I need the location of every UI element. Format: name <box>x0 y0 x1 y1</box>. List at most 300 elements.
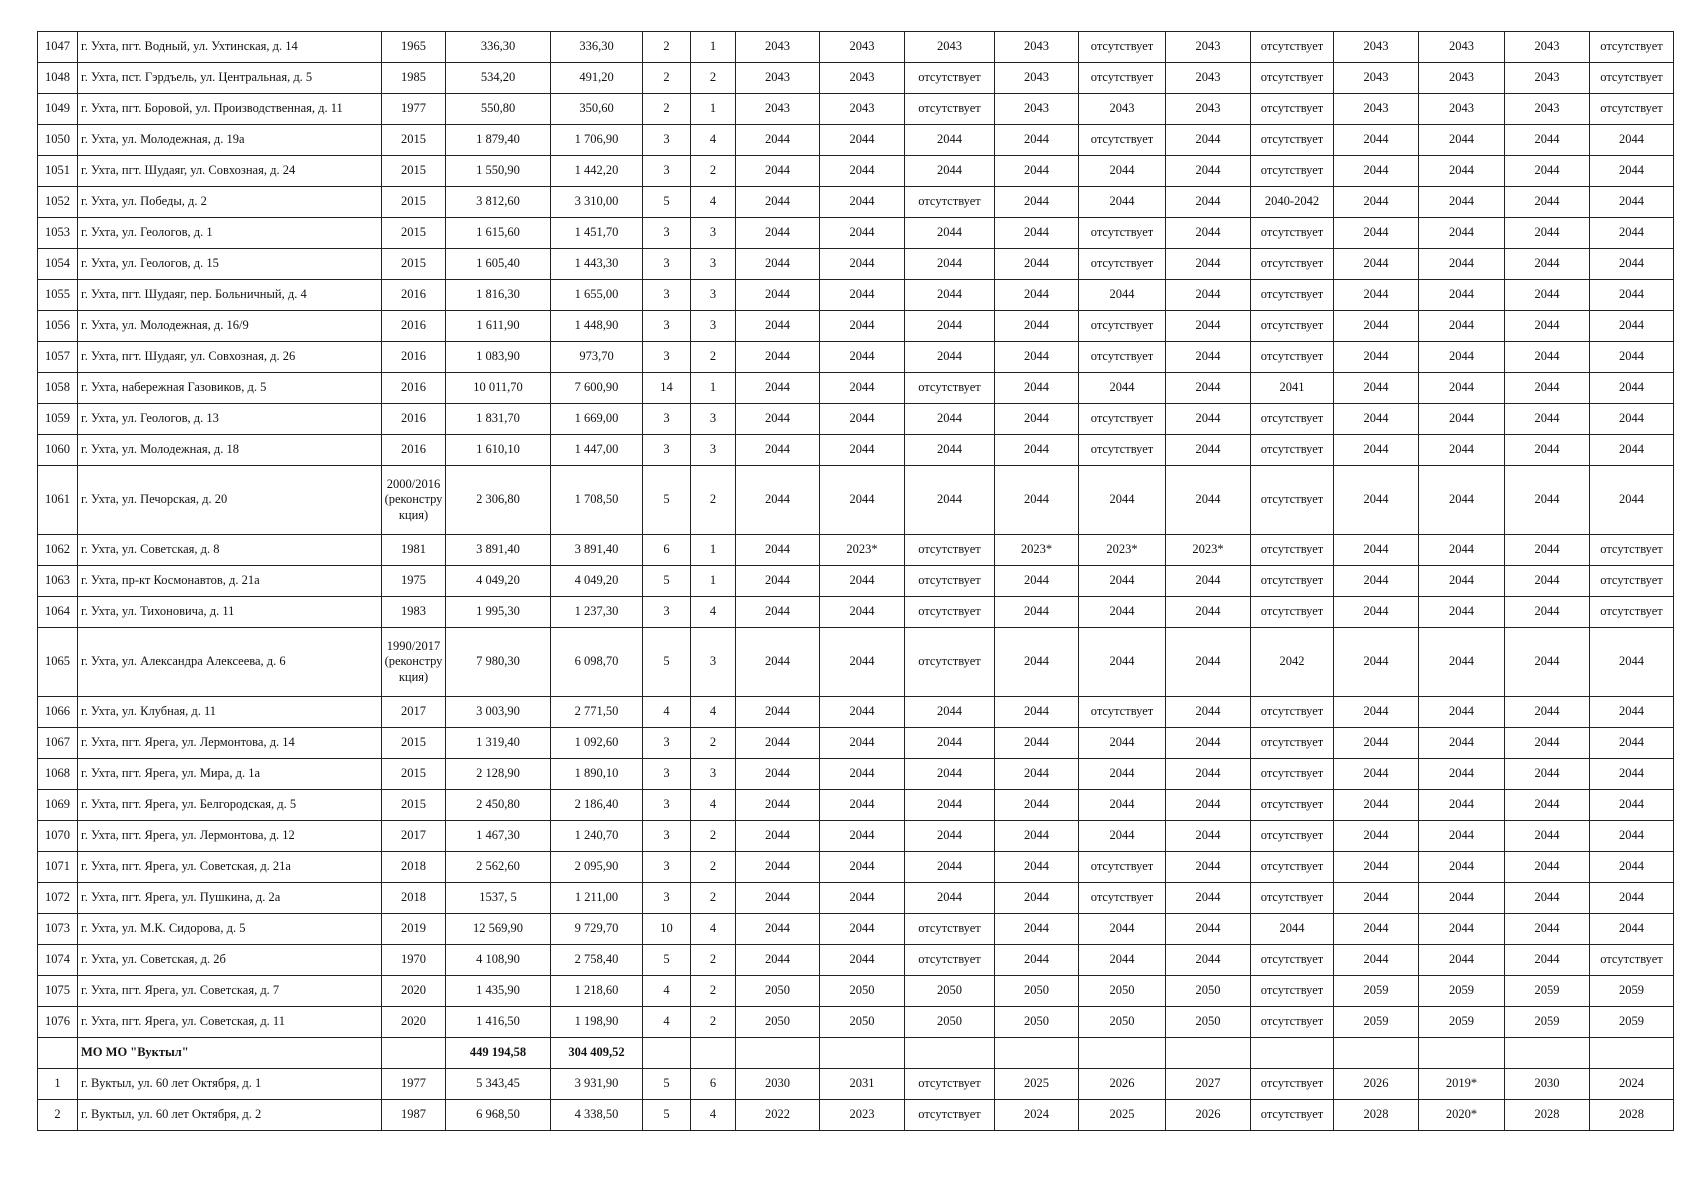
cell-total-area: 1 319,40 <box>446 728 551 759</box>
cell-address: г. Ухта, ул. М.К. Сидорова, д. 5 <box>78 914 382 945</box>
cell-period-5: 2044 <box>1079 597 1166 628</box>
cell-address: г. Ухта, пгт. Шудаяг, ул. Совхозная, д. 26 <box>78 342 382 373</box>
cell-period-9: 2044 <box>1419 535 1505 566</box>
cell-address: г. Ухта, ул. Печорская, д. 20 <box>78 466 382 535</box>
cell-period-11: 2044 <box>1590 249 1674 280</box>
cell-row-number: 1065 <box>38 628 78 697</box>
cell-total-area: 534,20 <box>446 63 551 94</box>
cell-period-1: 2050 <box>736 976 820 1007</box>
cell-period-8: 2044 <box>1334 852 1419 883</box>
cell-period-9: 2044 <box>1419 218 1505 249</box>
cell-living-area: 6 098,70 <box>551 628 643 697</box>
cell-row-number: 1058 <box>38 373 78 404</box>
cell-total-area: 550,80 <box>446 94 551 125</box>
cell-period-3: 2044 <box>905 342 995 373</box>
cell-period-2: 2044 <box>820 852 905 883</box>
cell-period-5: отсутствует <box>1079 218 1166 249</box>
cell-build-year: 1977 <box>382 94 446 125</box>
cell-period-4: 2044 <box>995 945 1079 976</box>
cell-period-11: 2044 <box>1590 280 1674 311</box>
cell-address: г. Ухта, ул. Клубная, д. 11 <box>78 697 382 728</box>
cell-period-9: 2044 <box>1419 728 1505 759</box>
cell-total-area: 2 306,80 <box>446 466 551 535</box>
cell-period-7: отсутствует <box>1251 249 1334 280</box>
cell-floors: 3 <box>643 218 691 249</box>
cell-period-6: 2027 <box>1166 1069 1251 1100</box>
cell-period-2 <box>820 1038 905 1069</box>
cell-period-3: 2044 <box>905 728 995 759</box>
cell-period-5: 2044 <box>1079 945 1166 976</box>
cell-period-11: 2044 <box>1590 342 1674 373</box>
cell-period-9 <box>1419 1038 1505 1069</box>
cell-period-7: отсутствует <box>1251 435 1334 466</box>
cell-period-6: 2043 <box>1166 94 1251 125</box>
cell-period-4: 2044 <box>995 883 1079 914</box>
cell-period-8: 2044 <box>1334 535 1419 566</box>
cell-period-9: 2044 <box>1419 759 1505 790</box>
cell-living-area: 1 092,60 <box>551 728 643 759</box>
cell-period-5 <box>1079 1038 1166 1069</box>
cell-entrances: 3 <box>691 404 736 435</box>
cell-address: МО МО "Вуктыл" <box>78 1038 382 1069</box>
cell-period-9: 2044 <box>1419 187 1505 218</box>
cell-period-9: 2044 <box>1419 945 1505 976</box>
cell-period-8: 2043 <box>1334 32 1419 63</box>
cell-period-9: 2019* <box>1419 1069 1505 1100</box>
cell-period-7: отсутствует <box>1251 883 1334 914</box>
cell-period-8: 2044 <box>1334 373 1419 404</box>
cell-period-5: 2044 <box>1079 759 1166 790</box>
cell-build-year: 2018 <box>382 852 446 883</box>
cell-period-4: 2043 <box>995 32 1079 63</box>
cell-period-9: 2044 <box>1419 821 1505 852</box>
cell-period-3: 2044 <box>905 697 995 728</box>
cell-living-area: 304 409,52 <box>551 1038 643 1069</box>
cell-living-area: 1 451,70 <box>551 218 643 249</box>
cell-period-1: 2044 <box>736 280 820 311</box>
cell-period-9: 2059 <box>1419 976 1505 1007</box>
cell-address: г. Ухта, ул. Советская, д. 8 <box>78 535 382 566</box>
cell-period-10: 2044 <box>1505 404 1590 435</box>
cell-period-9: 2044 <box>1419 466 1505 535</box>
cell-floors: 3 <box>643 156 691 187</box>
cell-period-2: 2043 <box>820 94 905 125</box>
cell-period-6: 2044 <box>1166 628 1251 697</box>
cell-living-area: 4 338,50 <box>551 1100 643 1131</box>
cell-period-9: 2044 <box>1419 597 1505 628</box>
cell-period-2: 2044 <box>820 790 905 821</box>
table-row <box>38 697 1674 728</box>
cell-row-number: 1050 <box>38 125 78 156</box>
table-row <box>38 759 1674 790</box>
cell-address: г. Ухта, пгт. Ярега, ул. Лермонтова, д. 14 <box>78 728 382 759</box>
cell-address: г. Ухта, пгт. Ярега, ул. Пушкина, д. 2а <box>78 883 382 914</box>
cell-period-3: 2044 <box>905 404 995 435</box>
cell-period-2: 2044 <box>820 821 905 852</box>
cell-total-area: 1 615,60 <box>446 218 551 249</box>
cell-entrances: 2 <box>691 728 736 759</box>
cell-row-number: 1067 <box>38 728 78 759</box>
cell-living-area: 2 095,90 <box>551 852 643 883</box>
cell-period-7: отсутствует <box>1251 125 1334 156</box>
cell-living-area: 9 729,70 <box>551 914 643 945</box>
cell-period-6: 2044 <box>1166 187 1251 218</box>
cell-floors: 3 <box>643 821 691 852</box>
cell-living-area: 7 600,90 <box>551 373 643 404</box>
cell-period-6: 2044 <box>1166 342 1251 373</box>
cell-total-area: 1 467,30 <box>446 821 551 852</box>
cell-entrances: 2 <box>691 945 736 976</box>
cell-address: г. Ухта, пст. Гэрдъель, ул. Центральная, д. 5 <box>78 63 382 94</box>
cell-period-2: 2044 <box>820 628 905 697</box>
cell-floors: 5 <box>643 945 691 976</box>
cell-address: г. Ухта, пгт. Шудаяг, пер. Больничный, д. 4 <box>78 280 382 311</box>
cell-period-4: 2043 <box>995 63 1079 94</box>
cell-period-6: 2044 <box>1166 311 1251 342</box>
cell-period-8: 2044 <box>1334 342 1419 373</box>
cell-period-1: 2050 <box>736 1007 820 1038</box>
cell-period-7: отсутствует <box>1251 466 1334 535</box>
cell-entrances: 1 <box>691 373 736 404</box>
table-row <box>38 1069 1674 1100</box>
cell-row-number: 1066 <box>38 697 78 728</box>
cell-build-year: 1987 <box>382 1100 446 1131</box>
cell-living-area: 3 931,90 <box>551 1069 643 1100</box>
cell-period-6: 2044 <box>1166 914 1251 945</box>
cell-row-number: 1060 <box>38 435 78 466</box>
cell-address: г. Ухта, пгт. Ярега, ул. Белгородская, д. 5 <box>78 790 382 821</box>
cell-period-2: 2044 <box>820 945 905 976</box>
cell-total-area: 1 611,90 <box>446 311 551 342</box>
cell-period-9: 2044 <box>1419 790 1505 821</box>
cell-entrances <box>691 1038 736 1069</box>
cell-floors: 14 <box>643 373 691 404</box>
cell-period-8: 2044 <box>1334 628 1419 697</box>
cell-period-5: отсутствует <box>1079 32 1166 63</box>
cell-build-year: 2000/2016 (реконструкция) <box>382 466 446 535</box>
cell-floors: 2 <box>643 63 691 94</box>
cell-build-year: 2018 <box>382 883 446 914</box>
cell-period-2: 2050 <box>820 976 905 1007</box>
group-header-row <box>38 1038 1674 1069</box>
cell-period-10: 2059 <box>1505 1007 1590 1038</box>
cell-period-11: 2044 <box>1590 435 1674 466</box>
cell-period-1: 2044 <box>736 466 820 535</box>
table-row <box>38 32 1674 63</box>
cell-period-3: 2044 <box>905 435 995 466</box>
cell-total-area: 5 343,45 <box>446 1069 551 1100</box>
cell-period-9: 2044 <box>1419 566 1505 597</box>
cell-period-3: 2044 <box>905 883 995 914</box>
cell-entrances: 2 <box>691 821 736 852</box>
cell-build-year: 1981 <box>382 535 446 566</box>
cell-build-year: 2015 <box>382 218 446 249</box>
cell-living-area: 1 669,00 <box>551 404 643 435</box>
cell-living-area: 336,30 <box>551 32 643 63</box>
cell-period-10: 2043 <box>1505 63 1590 94</box>
table-row <box>38 373 1674 404</box>
table-row <box>38 1100 1674 1131</box>
cell-build-year: 1975 <box>382 566 446 597</box>
cell-build-year: 2016 <box>382 404 446 435</box>
table-row <box>38 404 1674 435</box>
cell-total-area: 12 569,90 <box>446 914 551 945</box>
cell-address: г. Ухта, ул. Александра Алексеева, д. 6 <box>78 628 382 697</box>
cell-period-5: 2044 <box>1079 466 1166 535</box>
cell-period-8: 2043 <box>1334 63 1419 94</box>
cell-living-area: 1 443,30 <box>551 249 643 280</box>
cell-period-2: 2044 <box>820 218 905 249</box>
table-row <box>38 728 1674 759</box>
cell-build-year: 2015 <box>382 249 446 280</box>
cell-row-number: 1056 <box>38 311 78 342</box>
cell-total-area: 7 980,30 <box>446 628 551 697</box>
cell-period-2: 2043 <box>820 63 905 94</box>
cell-row-number: 1057 <box>38 342 78 373</box>
cell-row-number: 1063 <box>38 566 78 597</box>
cell-period-6: 2044 <box>1166 883 1251 914</box>
cell-living-area: 4 049,20 <box>551 566 643 597</box>
cell-period-2: 2044 <box>820 373 905 404</box>
cell-period-8: 2044 <box>1334 914 1419 945</box>
cell-period-11: 2044 <box>1590 311 1674 342</box>
cell-period-4: 2044 <box>995 728 1079 759</box>
cell-period-7: отсутствует <box>1251 94 1334 125</box>
cell-period-11: 2024 <box>1590 1069 1674 1100</box>
cell-period-10: 2043 <box>1505 32 1590 63</box>
cell-period-2: 2044 <box>820 597 905 628</box>
cell-period-2: 2044 <box>820 914 905 945</box>
cell-period-3: 2044 <box>905 249 995 280</box>
cell-period-8: 2044 <box>1334 728 1419 759</box>
cell-period-2: 2044 <box>820 249 905 280</box>
cell-period-1: 2044 <box>736 342 820 373</box>
cell-period-1: 2044 <box>736 218 820 249</box>
cell-period-7: отсутствует <box>1251 728 1334 759</box>
cell-entrances: 1 <box>691 535 736 566</box>
cell-period-9: 2044 <box>1419 435 1505 466</box>
cell-entrances: 3 <box>691 249 736 280</box>
cell-row-number: 1048 <box>38 63 78 94</box>
cell-period-10: 2044 <box>1505 628 1590 697</box>
cell-period-5: 2044 <box>1079 156 1166 187</box>
cell-entrances: 1 <box>691 94 736 125</box>
cell-period-6: 2044 <box>1166 280 1251 311</box>
cell-period-3: отсутствует <box>905 914 995 945</box>
cell-floors: 3 <box>643 249 691 280</box>
cell-build-year: 2015 <box>382 156 446 187</box>
cell-row-number: 1049 <box>38 94 78 125</box>
cell-period-5: 2044 <box>1079 373 1166 404</box>
cell-period-6: 2044 <box>1166 466 1251 535</box>
cell-period-10: 2044 <box>1505 852 1590 883</box>
cell-period-5: отсутствует <box>1079 404 1166 435</box>
cell-floors: 5 <box>643 466 691 535</box>
cell-floors: 3 <box>643 728 691 759</box>
cell-total-area: 3 003,90 <box>446 697 551 728</box>
cell-period-2: 2044 <box>820 125 905 156</box>
cell-total-area: 1 605,40 <box>446 249 551 280</box>
cell-period-10: 2059 <box>1505 976 1590 1007</box>
cell-entrances: 2 <box>691 63 736 94</box>
cell-address: г. Ухта, пгт. Ярега, ул. Советская, д. 7 <box>78 976 382 1007</box>
cell-period-8: 2044 <box>1334 156 1419 187</box>
cell-period-10: 2044 <box>1505 914 1590 945</box>
cell-period-11: 2044 <box>1590 728 1674 759</box>
cell-entrances: 3 <box>691 435 736 466</box>
cell-address: г. Ухта, пгт. Боровой, ул. Производственная, д. 11 <box>78 94 382 125</box>
cell-period-6: 2044 <box>1166 218 1251 249</box>
cell-entrances: 4 <box>691 597 736 628</box>
cell-address: г. Ухта, ул. Победы, д. 2 <box>78 187 382 218</box>
cell-row-number: 1071 <box>38 852 78 883</box>
cell-period-5: 2044 <box>1079 914 1166 945</box>
cell-total-area: 1 831,70 <box>446 404 551 435</box>
cell-period-7: отсутствует <box>1251 342 1334 373</box>
cell-period-3: 2043 <box>905 32 995 63</box>
cell-total-area: 10 011,70 <box>446 373 551 404</box>
cell-period-1: 2044 <box>736 597 820 628</box>
cell-period-7: отсутствует <box>1251 945 1334 976</box>
cell-period-2: 2044 <box>820 435 905 466</box>
cell-period-9: 2044 <box>1419 249 1505 280</box>
cell-period-3: 2044 <box>905 218 995 249</box>
cell-period-2: 2023* <box>820 535 905 566</box>
cell-period-9: 2043 <box>1419 63 1505 94</box>
cell-entrances: 6 <box>691 1069 736 1100</box>
cell-period-7: отсутствует <box>1251 852 1334 883</box>
cell-period-1: 2044 <box>736 914 820 945</box>
cell-address: г. Ухта, ул. Советская, д. 2б <box>78 945 382 976</box>
cell-row-number: 1064 <box>38 597 78 628</box>
cell-period-10: 2044 <box>1505 535 1590 566</box>
cell-entrances: 2 <box>691 976 736 1007</box>
cell-period-4: 2044 <box>995 435 1079 466</box>
cell-period-9: 2020* <box>1419 1100 1505 1131</box>
cell-total-area: 1 879,40 <box>446 125 551 156</box>
cell-period-6: 2044 <box>1166 790 1251 821</box>
table-row <box>38 883 1674 914</box>
cell-period-8: 2044 <box>1334 249 1419 280</box>
cell-period-10: 2030 <box>1505 1069 1590 1100</box>
cell-row-number: 1059 <box>38 404 78 435</box>
cell-period-11: отсутствует <box>1590 63 1674 94</box>
table-row <box>38 218 1674 249</box>
cell-period-1: 2044 <box>736 728 820 759</box>
cell-entrances: 4 <box>691 790 736 821</box>
cell-period-3: 2050 <box>905 1007 995 1038</box>
cell-period-7 <box>1251 1038 1334 1069</box>
cell-address: г. Ухта, пгт. Водный, ул. Ухтинская, д. 14 <box>78 32 382 63</box>
cell-total-area: 1 816,30 <box>446 280 551 311</box>
cell-living-area: 1 211,00 <box>551 883 643 914</box>
cell-period-6 <box>1166 1038 1251 1069</box>
cell-row-number: 1070 <box>38 821 78 852</box>
cell-period-2: 2044 <box>820 311 905 342</box>
cell-period-2: 2044 <box>820 466 905 535</box>
cell-period-10: 2044 <box>1505 466 1590 535</box>
cell-floors <box>643 1038 691 1069</box>
cell-period-7: отсутствует <box>1251 1100 1334 1131</box>
cell-period-4: 2044 <box>995 218 1079 249</box>
cell-floors: 5 <box>643 1069 691 1100</box>
cell-period-6: 2044 <box>1166 759 1251 790</box>
cell-living-area: 1 442,20 <box>551 156 643 187</box>
cell-entrances: 2 <box>691 466 736 535</box>
cell-period-6: 2044 <box>1166 945 1251 976</box>
cell-period-7: отсутствует <box>1251 280 1334 311</box>
cell-period-9: 2043 <box>1419 32 1505 63</box>
cell-period-10: 2044 <box>1505 280 1590 311</box>
cell-period-7: 2040-2042 <box>1251 187 1334 218</box>
cell-row-number: 1072 <box>38 883 78 914</box>
cell-address: г. Ухта, ул. Молодежная, д. 16/9 <box>78 311 382 342</box>
cell-period-7: 2044 <box>1251 914 1334 945</box>
cell-living-area: 1 198,90 <box>551 1007 643 1038</box>
cell-period-8: 2044 <box>1334 759 1419 790</box>
cell-period-9: 2044 <box>1419 311 1505 342</box>
cell-period-3: отсутствует <box>905 597 995 628</box>
cell-period-2: 2043 <box>820 32 905 63</box>
cell-period-3: отсутствует <box>905 945 995 976</box>
cell-total-area: 2 128,90 <box>446 759 551 790</box>
cell-period-8: 2044 <box>1334 280 1419 311</box>
cell-build-year: 1990/2017 (реконструкция) <box>382 628 446 697</box>
cell-total-area: 2 450,80 <box>446 790 551 821</box>
cell-floors: 5 <box>643 187 691 218</box>
cell-period-5: отсутствует <box>1079 435 1166 466</box>
cell-period-4: 2050 <box>995 976 1079 1007</box>
table-row <box>38 852 1674 883</box>
cell-build-year: 2017 <box>382 697 446 728</box>
cell-floors: 4 <box>643 1007 691 1038</box>
cell-row-number: 1069 <box>38 790 78 821</box>
cell-period-8: 2044 <box>1334 821 1419 852</box>
cell-period-4: 2024 <box>995 1100 1079 1131</box>
cell-period-4: 2044 <box>995 821 1079 852</box>
cell-period-3: 2050 <box>905 976 995 1007</box>
cell-period-9: 2044 <box>1419 342 1505 373</box>
cell-period-7: 2042 <box>1251 628 1334 697</box>
cell-period-2: 2044 <box>820 404 905 435</box>
cell-living-area: 2 186,40 <box>551 790 643 821</box>
cell-period-3: 2044 <box>905 311 995 342</box>
cell-row-number: 1054 <box>38 249 78 280</box>
cell-row-number: 1068 <box>38 759 78 790</box>
cell-living-area: 350,60 <box>551 94 643 125</box>
cell-period-1: 2030 <box>736 1069 820 1100</box>
cell-period-10: 2044 <box>1505 883 1590 914</box>
cell-period-2: 2044 <box>820 187 905 218</box>
cell-floors: 6 <box>643 535 691 566</box>
table-row <box>38 945 1674 976</box>
cell-build-year: 1977 <box>382 1069 446 1100</box>
cell-period-8: 2044 <box>1334 187 1419 218</box>
cell-floors: 4 <box>643 697 691 728</box>
cell-period-9: 2044 <box>1419 125 1505 156</box>
cell-entrances: 4 <box>691 187 736 218</box>
cell-entrances: 2 <box>691 1007 736 1038</box>
cell-floors: 2 <box>643 32 691 63</box>
cell-period-4: 2044 <box>995 187 1079 218</box>
cell-period-5: 2044 <box>1079 821 1166 852</box>
cell-period-3: отсутствует <box>905 628 995 697</box>
cell-build-year: 2019 <box>382 914 446 945</box>
cell-floors: 3 <box>643 311 691 342</box>
cell-address: г. Ухта, ул. Геологов, д. 1 <box>78 218 382 249</box>
cell-period-10: 2044 <box>1505 125 1590 156</box>
cell-period-4 <box>995 1038 1079 1069</box>
